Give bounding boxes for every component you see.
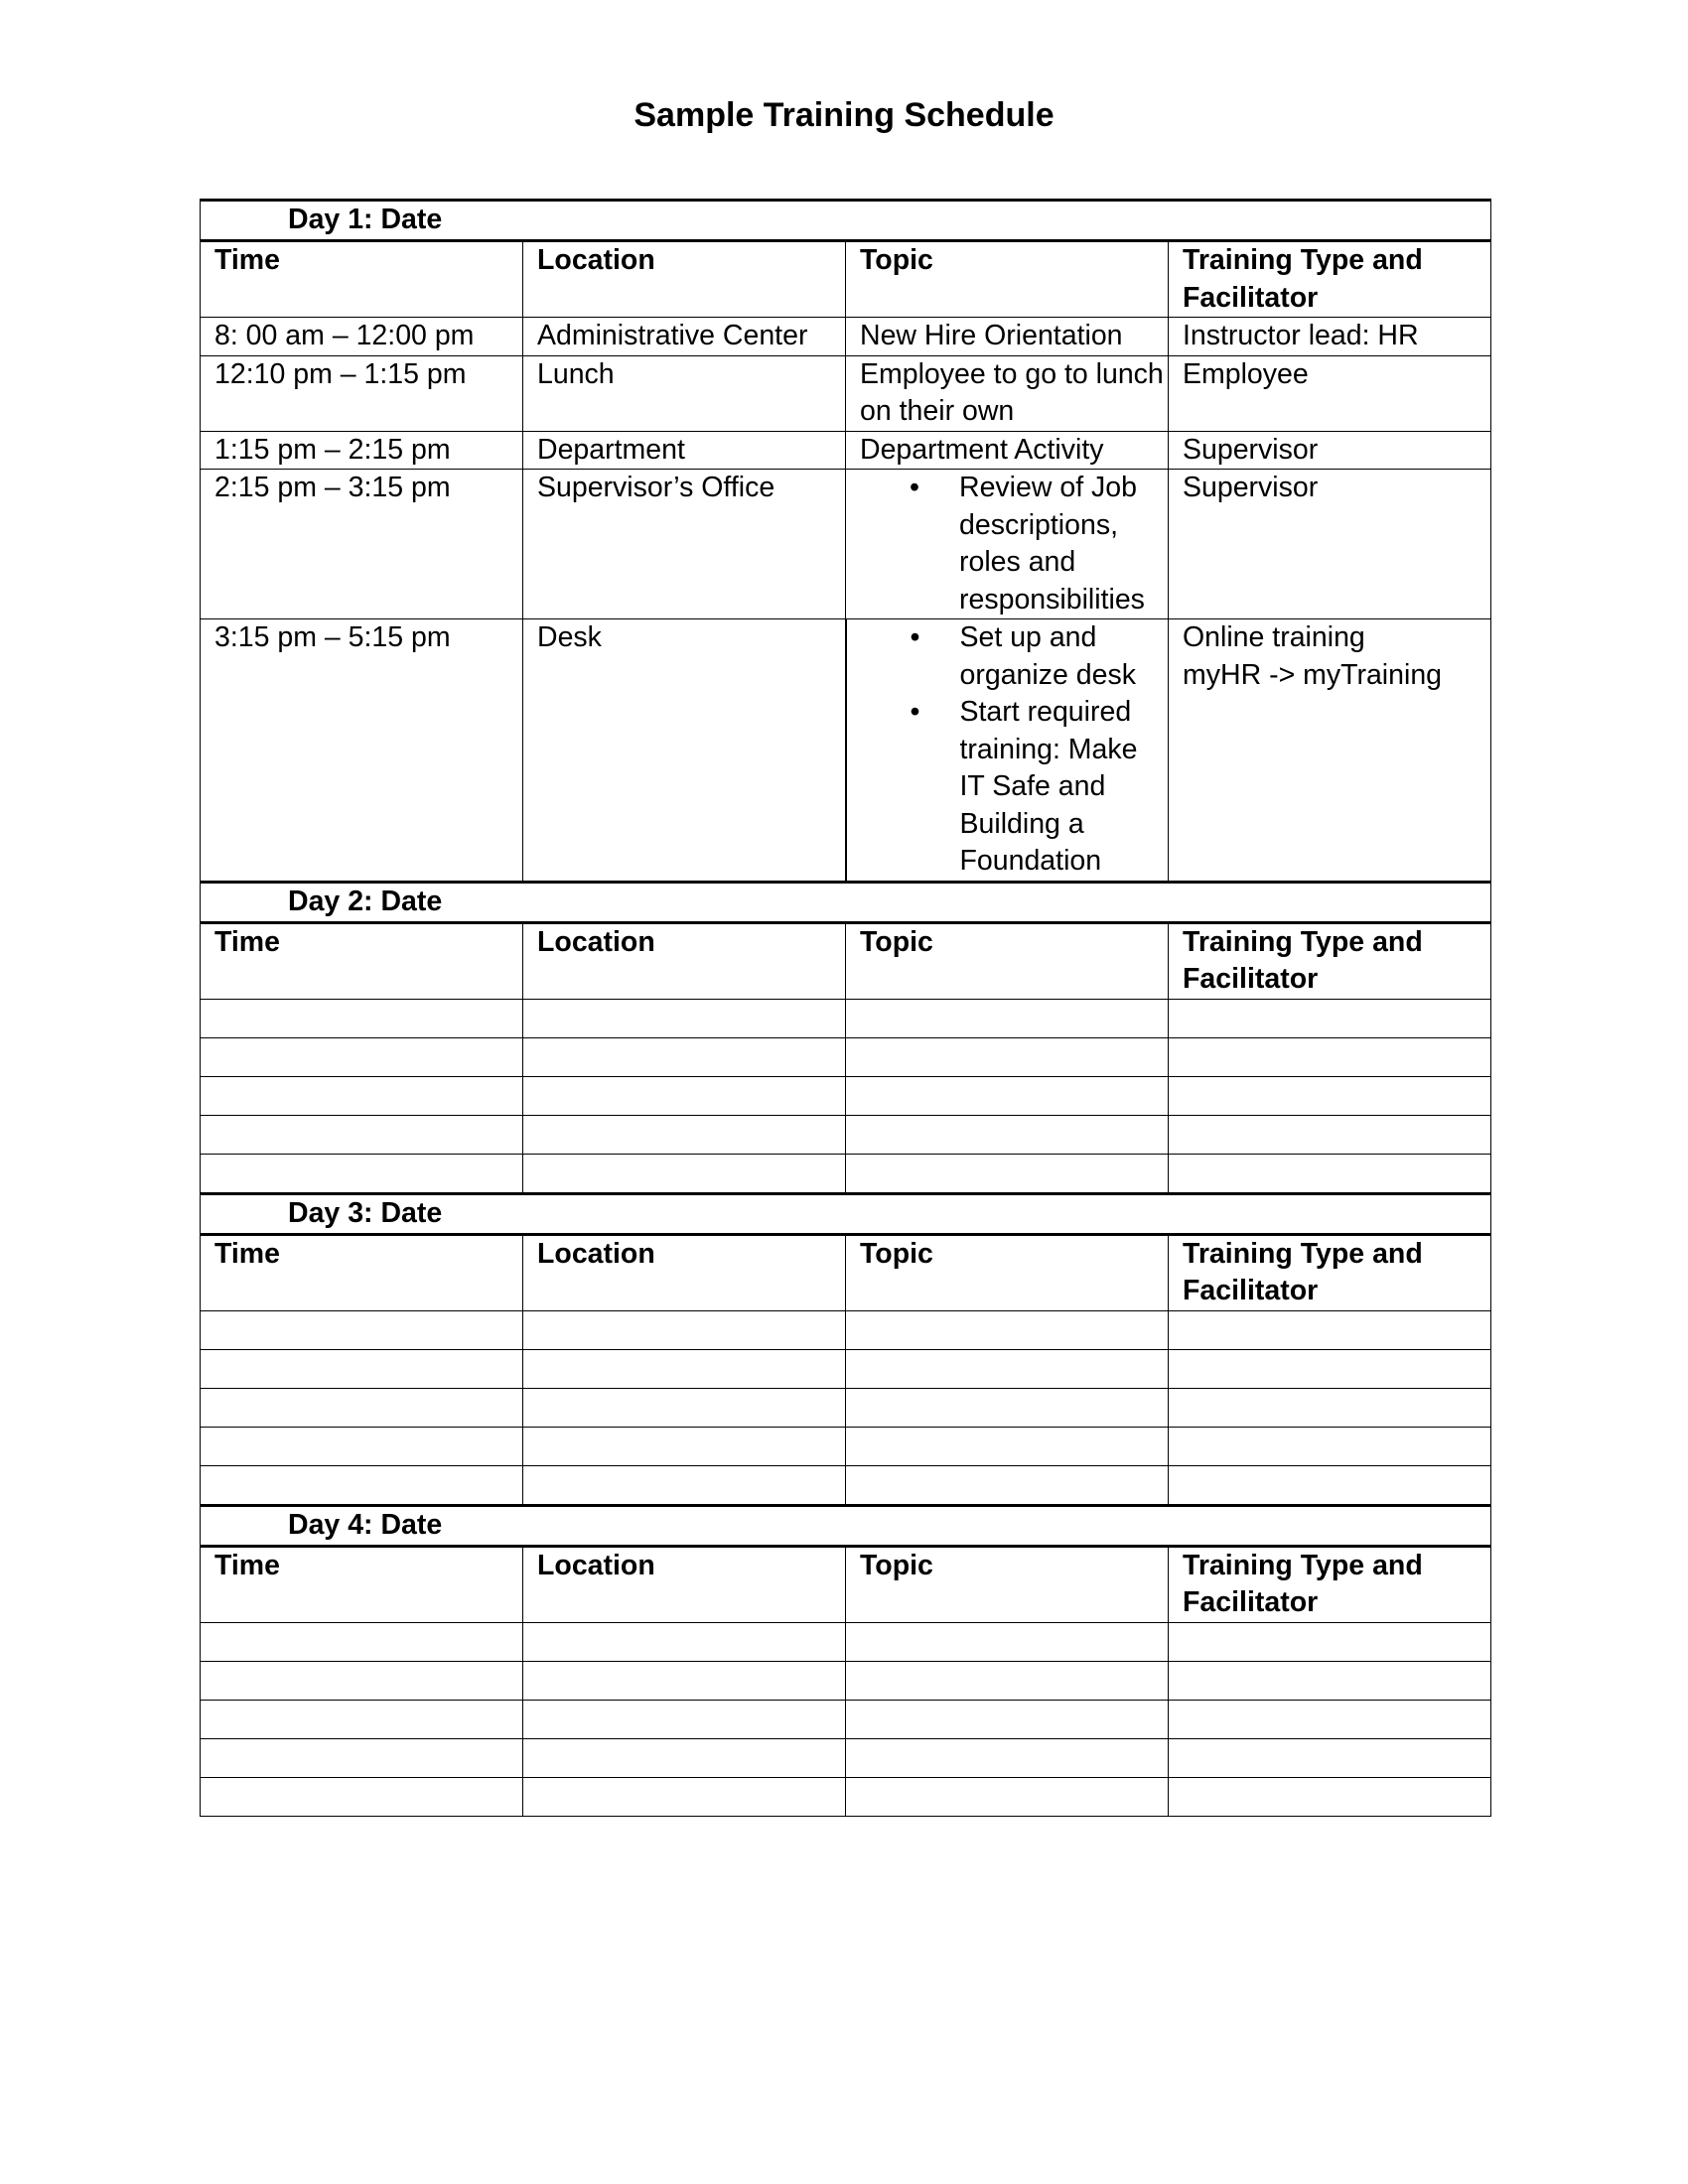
topic-bullet (860, 470, 1168, 618)
column-header-topic: Topic (846, 922, 1169, 999)
schedule-row (201, 431, 1491, 470)
empty-cell (1169, 1115, 1491, 1154)
column-header-row (201, 241, 1491, 318)
training-type-cell: Employee (1169, 355, 1491, 431)
page-title: Sample Training Schedule (633, 96, 1055, 134)
column-header-training-type: Training Type and Facilitator (1169, 1234, 1491, 1310)
empty-cell (201, 1738, 523, 1777)
empty-cell (846, 1427, 1169, 1465)
schedule-row (201, 355, 1491, 431)
column-header-topic: Topic (846, 1546, 1169, 1622)
column-header-training-type: Training Type and Facilitator (1169, 922, 1491, 999)
empty-cell (1169, 1622, 1491, 1661)
empty-cell (523, 1661, 846, 1700)
training-type-line: Online training (1183, 621, 1365, 653)
empty-cell (523, 1622, 846, 1661)
column-header-time: Time (201, 241, 523, 318)
bullet-text: Set up and organize desk (959, 621, 1136, 691)
empty-cell (846, 1700, 1169, 1738)
column-header-topic: Topic (846, 1234, 1169, 1310)
empty-row (201, 1154, 1491, 1193)
schedule-row (201, 619, 1491, 883)
topic-cell: Department Activity (846, 431, 1169, 470)
time-cell: 1:15 pm – 2:15 pm (201, 431, 523, 470)
training-type-cell: Supervisor (1169, 470, 1491, 619)
empty-cell (523, 1388, 846, 1427)
time-cell: 12:10 pm – 1:15 pm (201, 355, 523, 431)
empty-cell (1169, 1037, 1491, 1076)
empty-cell (523, 1465, 846, 1505)
empty-cell (523, 1777, 846, 1816)
empty-cell (1169, 1076, 1491, 1115)
empty-cell (846, 1076, 1169, 1115)
topic-bullet (861, 694, 1169, 881)
empty-cell (846, 1465, 1169, 1505)
empty-cell (846, 999, 1169, 1037)
column-header-time: Time (201, 1234, 523, 1310)
empty-cell (523, 1037, 846, 1076)
empty-cell (523, 1310, 846, 1349)
bullet-icon: • (910, 472, 919, 503)
empty-cell (201, 1310, 523, 1349)
empty-row (201, 1037, 1491, 1076)
column-header-location: Location (523, 1546, 846, 1622)
location-cell: Administrative Center (523, 318, 846, 356)
empty-row (201, 1115, 1491, 1154)
day-header-row (201, 1193, 1491, 1234)
empty-cell (523, 1115, 846, 1154)
empty-cell (201, 1154, 523, 1193)
day-label: Day 2: Date (201, 882, 1491, 922)
empty-row (201, 999, 1491, 1037)
day-header-row (201, 201, 1491, 241)
empty-cell (1169, 999, 1491, 1037)
day-label: Day 1: Date (201, 201, 1491, 241)
day-header-row (201, 1505, 1491, 1546)
empty-cell (1169, 1738, 1491, 1777)
training-type-cell: Supervisor (1169, 431, 1491, 470)
empty-cell (846, 1349, 1169, 1388)
column-header-time: Time (201, 922, 523, 999)
column-header-location: Location (523, 1234, 846, 1310)
empty-row (201, 1076, 1491, 1115)
column-header-row (201, 1546, 1491, 1622)
empty-cell (846, 1154, 1169, 1193)
column-header-location: Location (523, 922, 846, 999)
column-header-location: Location (523, 241, 846, 318)
time-cell: 8: 00 am – 12:00 pm (201, 318, 523, 356)
time-cell: 2:15 pm – 3:15 pm (201, 470, 523, 619)
empty-cell (1169, 1154, 1491, 1193)
empty-cell (523, 1427, 846, 1465)
empty-cell (846, 1622, 1169, 1661)
training-schedule-table (200, 199, 1491, 1817)
empty-row (201, 1622, 1491, 1661)
empty-cell (201, 1037, 523, 1076)
training-type-cell (1169, 619, 1491, 883)
schedule-row (201, 318, 1491, 356)
empty-cell (1169, 1427, 1491, 1465)
empty-cell (201, 1622, 523, 1661)
empty-cell (523, 1349, 846, 1388)
location-cell: Lunch (523, 355, 846, 431)
empty-row (201, 1777, 1491, 1816)
empty-cell (201, 1076, 523, 1115)
empty-cell (846, 1661, 1169, 1700)
topic-cell (846, 470, 1169, 619)
empty-cell (1169, 1388, 1491, 1427)
day-header-row (201, 882, 1491, 922)
empty-cell (846, 1388, 1169, 1427)
empty-cell (846, 1777, 1169, 1816)
empty-cell (523, 1700, 846, 1738)
training-type-line: myHR -> myTraining (1183, 658, 1443, 691)
empty-cell (1169, 1661, 1491, 1700)
empty-cell (523, 1738, 846, 1777)
training-type-cell: Instructor lead: HR (1169, 318, 1491, 356)
empty-cell (1169, 1465, 1491, 1505)
topic-bullet (861, 619, 1169, 694)
empty-row (201, 1700, 1491, 1738)
empty-cell (1169, 1349, 1491, 1388)
bullet-icon: • (910, 621, 920, 653)
day-label: Day 4: Date (201, 1505, 1491, 1546)
empty-cell (201, 1777, 523, 1816)
empty-cell (846, 1738, 1169, 1777)
topic-bullet-list (860, 470, 1168, 618)
empty-cell (846, 1037, 1169, 1076)
empty-row (201, 1465, 1491, 1505)
empty-row (201, 1349, 1491, 1388)
topic-cell: Employee to go to lunch on their own (846, 355, 1169, 431)
column-header-training-type: Training Type and Facilitator (1169, 1546, 1491, 1622)
empty-cell (1169, 1777, 1491, 1816)
empty-cell (201, 1388, 523, 1427)
time-cell: 3:15 pm – 5:15 pm (201, 619, 523, 883)
empty-cell (523, 999, 846, 1037)
empty-cell (523, 1154, 846, 1193)
location-cell: Desk (523, 619, 846, 883)
empty-row (201, 1427, 1491, 1465)
empty-cell (1169, 1310, 1491, 1349)
column-header-row (201, 1234, 1491, 1310)
empty-cell (201, 999, 523, 1037)
bullet-icon: • (910, 696, 920, 728)
empty-cell (201, 1661, 523, 1700)
empty-cell (846, 1310, 1169, 1349)
empty-cell (523, 1076, 846, 1115)
day-label: Day 3: Date (201, 1193, 1491, 1234)
topic-cell: New Hire Orientation (846, 318, 1169, 356)
column-header-row (201, 922, 1491, 999)
location-cell: Supervisor’s Office (523, 470, 846, 619)
empty-cell (201, 1465, 523, 1505)
column-header-training-type: Training Type and Facilitator (1169, 241, 1491, 318)
location-cell: Department (523, 431, 846, 470)
empty-cell (1169, 1700, 1491, 1738)
empty-cell (201, 1115, 523, 1154)
empty-cell (201, 1427, 523, 1465)
topic-cell (846, 619, 1169, 883)
bullet-text: Review of Job descriptions, roles and responsibilities (959, 472, 1145, 615)
topic-bullet-list (861, 619, 1169, 881)
schedule-row (201, 470, 1491, 619)
empty-cell (201, 1349, 523, 1388)
empty-row (201, 1388, 1491, 1427)
empty-row (201, 1310, 1491, 1349)
empty-cell (846, 1115, 1169, 1154)
empty-row (201, 1738, 1491, 1777)
column-header-time: Time (201, 1546, 523, 1622)
column-header-topic: Topic (846, 241, 1169, 318)
empty-cell (201, 1700, 523, 1738)
bullet-text: Start required training: Make IT Safe and Building a Foundation (959, 696, 1138, 877)
empty-row (201, 1661, 1491, 1700)
